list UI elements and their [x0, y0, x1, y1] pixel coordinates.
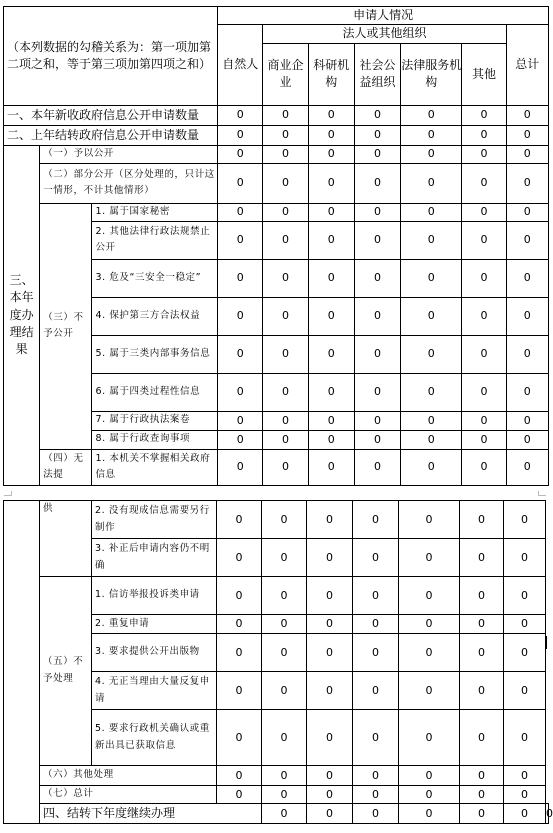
- cell-value: 0: [462, 430, 506, 449]
- text-cursor: [545, 636, 547, 649]
- cell-value: 0: [504, 786, 546, 804]
- cell-value: 0: [217, 710, 262, 766]
- cell-value: 0: [307, 577, 353, 615]
- cell-value: 0: [263, 203, 308, 221]
- cell-value: 0: [308, 163, 354, 203]
- cell-value: 0: [401, 221, 462, 259]
- cell-value: 0: [308, 430, 354, 449]
- page-corner-mark: [4, 491, 12, 496]
- cell-value: 0: [462, 411, 506, 430]
- cell-value: 0: [262, 615, 307, 634]
- cell-value: 0: [462, 449, 506, 485]
- cell-value: 0: [506, 145, 548, 163]
- cell-value: 0: [307, 634, 353, 672]
- row-label: （七）总计: [40, 786, 217, 804]
- cell-value: 0: [263, 221, 308, 259]
- cell-value: 0: [353, 672, 399, 710]
- statistics-table-part-2: [3, 500, 553, 824]
- cell-value: 0: [506, 297, 548, 335]
- cell-value: 0: [399, 672, 460, 710]
- cell-value: 0: [401, 297, 462, 335]
- cell-value: 0: [504, 615, 546, 634]
- col-other: 其他: [462, 43, 506, 105]
- cell-value: 0: [263, 145, 308, 163]
- col-commercial: 商业企业: [263, 43, 308, 105]
- cell-value: 0: [506, 221, 548, 259]
- row-label: 四、结转下年度继续办理: [40, 804, 262, 824]
- cell-value: 0: [354, 335, 400, 373]
- cell-value: 0: [460, 634, 504, 672]
- row-label: 一、本年新收政府信息公开申请数量: [4, 105, 218, 125]
- cell-value: 0: [506, 105, 548, 125]
- cell-value: 0: [401, 163, 462, 203]
- cell-value: 0: [460, 672, 504, 710]
- cell-value: 0: [506, 125, 548, 145]
- cell-value: 0: [263, 105, 308, 125]
- cell-value: 0: [218, 373, 263, 411]
- cell-value: 0: [506, 411, 548, 430]
- cell-value: 0: [504, 672, 546, 710]
- row-label: 2. 重复申请: [92, 615, 217, 634]
- cell-value: 0: [307, 710, 353, 766]
- cell-value: 0: [263, 449, 308, 485]
- cell-value: 0: [504, 634, 546, 672]
- row-label: 二、上年结转政府信息公开申请数量: [4, 125, 218, 145]
- cell-value: 0: [462, 105, 506, 125]
- cell-value: 0: [401, 259, 462, 297]
- cell-value: 0: [217, 577, 262, 615]
- cell-value: 0: [262, 501, 307, 539]
- row-label: 7. 属于行政执法案卷: [92, 411, 218, 430]
- cell-value: 0: [354, 449, 400, 485]
- cell-value: 0: [307, 804, 353, 824]
- cell-value: 0: [263, 373, 308, 411]
- cell-value: 0: [218, 335, 263, 373]
- cell-value: 0: [262, 577, 307, 615]
- sub-group-label: 供: [40, 501, 92, 577]
- cell-value: 0: [218, 411, 263, 430]
- cell-value: 0: [462, 373, 506, 411]
- cell-value: 0: [399, 615, 460, 634]
- cell-value: 0: [263, 335, 308, 373]
- cell-value: 0: [462, 163, 506, 203]
- cell-value: 0: [218, 430, 263, 449]
- row-label: 2. 其他法律行政法规禁止公开: [92, 221, 218, 259]
- row-label: 2. 没有现成信息需要另行制作: [92, 501, 217, 539]
- cell-value: 0: [462, 259, 506, 297]
- cell-value: 0: [308, 411, 354, 430]
- cell-value: 0: [262, 766, 307, 786]
- cell-value: 0: [218, 203, 263, 221]
- cell-value: 0: [462, 297, 506, 335]
- row-label: 1. 属于国家秘密: [92, 203, 218, 221]
- cell-value: 0: [308, 221, 354, 259]
- cell-value: 0: [399, 577, 460, 615]
- cell-value: 0: [460, 786, 504, 804]
- cell-value: 0: [462, 125, 506, 145]
- row-label: 3. 危及“三安全一稳定”: [92, 259, 218, 297]
- cell-value: 0: [353, 615, 399, 634]
- sub-group-label: （三）不予公开: [40, 203, 92, 449]
- cell-value: 0: [462, 145, 506, 163]
- cell-value: 0: [504, 501, 546, 539]
- cell-value: 0: [217, 501, 262, 539]
- row-label: 5. 要求行政机关确认或重新出具已获取信息: [92, 710, 217, 766]
- cell-value: 0: [217, 539, 262, 577]
- cell-value: 0: [462, 335, 506, 373]
- col-social-welfare: 社会公益组织: [354, 43, 400, 105]
- cell-value: 0: [308, 145, 354, 163]
- cell-value: 0: [218, 105, 263, 125]
- cell-value: 0: [546, 804, 549, 824]
- row-label: （六）其他处理: [40, 766, 217, 786]
- cell-value: 0: [218, 163, 263, 203]
- cell-value: 0: [460, 501, 504, 539]
- cell-value: 0: [307, 786, 353, 804]
- page-corner-mark: [538, 491, 546, 496]
- page-break: [0, 488, 553, 500]
- cell-value: 0: [307, 539, 353, 577]
- header-note: （本列数据的勾稽关系为：第一项加第二项之和，等于第三项加第四项之和）: [4, 7, 218, 106]
- cell-value: 0: [354, 105, 400, 125]
- row-label: 5. 属于三类内部事务信息: [92, 335, 218, 373]
- row-label: 6. 属于四类过程性信息: [92, 373, 218, 411]
- cell-value: 0: [504, 577, 546, 615]
- cell-value: 0: [307, 672, 353, 710]
- cell-value: 0: [217, 672, 262, 710]
- cell-value: 0: [504, 710, 546, 766]
- cell-value: 0: [399, 766, 460, 786]
- cell-value: 0: [353, 577, 399, 615]
- cell-value: 0: [263, 297, 308, 335]
- cell-value: 0: [401, 449, 462, 485]
- group-label-results: 三、本年度办理结果: [4, 145, 40, 485]
- cell-value: 0: [399, 786, 460, 804]
- cell-value: 0: [353, 539, 399, 577]
- cell-value: 0: [308, 373, 354, 411]
- cell-value: 0: [307, 766, 353, 786]
- cell-value: 0: [354, 411, 400, 430]
- cell-value: 0: [353, 786, 399, 804]
- cell-value: 0: [460, 539, 504, 577]
- cell-value: 0: [401, 335, 462, 373]
- col-legal-service: 法律服务机构: [401, 43, 462, 105]
- cell-value: 0: [218, 125, 263, 145]
- cell-value: 0: [401, 105, 462, 125]
- row-label: 3. 补正后申请内容仍不明确: [92, 539, 217, 577]
- cell-value: 0: [401, 373, 462, 411]
- cell-value: 0: [217, 615, 262, 634]
- cell-value: 0: [262, 804, 307, 824]
- cell-value: 0: [218, 297, 263, 335]
- cell-value: 0: [263, 259, 308, 297]
- cell-value: 0: [353, 766, 399, 786]
- col-research: 科研机构: [308, 43, 354, 105]
- statistics-table-part-1: [3, 6, 549, 486]
- cell-value: 0: [399, 710, 460, 766]
- cell-value: 0: [217, 766, 262, 786]
- header-legal-org: 法人或其他组织: [263, 25, 506, 43]
- group-label-continued: [4, 501, 40, 824]
- cell-value: 0: [353, 634, 399, 672]
- cell-value: 0: [354, 145, 400, 163]
- cell-value: 0: [353, 710, 399, 766]
- cell-value: 0: [354, 203, 400, 221]
- cell-value: 0: [308, 125, 354, 145]
- cell-value: 0: [506, 203, 548, 221]
- cell-value: 0: [401, 430, 462, 449]
- cell-value: 0: [354, 373, 400, 411]
- cell-value: 0: [263, 163, 308, 203]
- cell-value: 0: [218, 145, 263, 163]
- cell-value: 0: [506, 259, 548, 297]
- cell-value: 0: [399, 539, 460, 577]
- cell-value: 0: [462, 221, 506, 259]
- row-label: 3. 要求提供公开出版物: [92, 634, 217, 672]
- col-natural-person: 自然人: [218, 25, 263, 105]
- cell-value: 0: [399, 634, 460, 672]
- cell-value: 0: [460, 804, 504, 824]
- cell-value: 0: [354, 259, 400, 297]
- row-label: 8. 属于行政查询事项: [92, 430, 218, 449]
- cell-value: 0: [308, 105, 354, 125]
- cell-value: 0: [354, 297, 400, 335]
- cell-value: 0: [504, 539, 546, 577]
- cell-value: 0: [401, 411, 462, 430]
- cell-value: 0: [263, 411, 308, 430]
- cell-value: 0: [460, 766, 504, 786]
- cell-value: 0: [506, 373, 548, 411]
- cell-value: 0: [401, 203, 462, 221]
- cell-value: 0: [354, 163, 400, 203]
- cell-value: 0: [262, 539, 307, 577]
- cell-value: 0: [354, 430, 400, 449]
- cell-value: 0: [401, 145, 462, 163]
- cell-value: 0: [218, 259, 263, 297]
- cell-value: 0: [504, 766, 546, 786]
- cell-value: 0: [307, 615, 353, 634]
- cell-value: 0: [262, 710, 307, 766]
- cell-value: 0: [308, 335, 354, 373]
- cell-value: 0: [217, 634, 262, 672]
- cell-value: 0: [308, 259, 354, 297]
- cell-value: 0: [218, 221, 263, 259]
- cell-value: 0: [308, 203, 354, 221]
- cell-value: 0: [262, 634, 307, 672]
- header-applicant: 申请人情况: [218, 7, 549, 25]
- cell-value: 0: [263, 125, 308, 145]
- cell-value: 0: [354, 221, 400, 259]
- cell-value: 0: [506, 449, 548, 485]
- cell-value: 0: [506, 335, 548, 373]
- row-label: （二）部分公开（区分处理的，只计这一情形，不计其他情形）: [40, 163, 218, 203]
- cell-value: 0: [504, 804, 546, 824]
- cell-value: 0: [460, 710, 504, 766]
- cell-value: 0: [506, 163, 548, 203]
- sub-group-label: （四）无法提: [40, 449, 92, 485]
- sub-group-label: （五）不予处理: [40, 577, 92, 766]
- cell-value: 0: [262, 786, 307, 804]
- cell-value: 0: [308, 449, 354, 485]
- cell-value: 0: [460, 615, 504, 634]
- cell-value: 0: [399, 501, 460, 539]
- cell-value: 0: [263, 430, 308, 449]
- cell-value: 0: [262, 672, 307, 710]
- cell-value: 0: [307, 501, 353, 539]
- row-label: （一）予以公开: [40, 145, 218, 163]
- cell-value: 0: [399, 804, 460, 824]
- cell-value: 0: [353, 501, 399, 539]
- row-label: 1. 信访举报投诉类申请: [92, 577, 217, 615]
- cell-value: 0: [401, 125, 462, 145]
- cell-value: 0: [462, 203, 506, 221]
- col-total: 总计: [506, 25, 548, 105]
- row-label: 4. 无正当理由大量反复申请: [92, 672, 217, 710]
- row-label: 1. 本机关不掌握相关政府信息: [92, 449, 218, 485]
- cell-value: 0: [506, 430, 548, 449]
- cell-value: 0: [218, 449, 263, 485]
- cell-value: 0: [308, 297, 354, 335]
- cell-value: 0: [354, 125, 400, 145]
- row-label: 4. 保护第三方合法权益: [92, 297, 218, 335]
- cell-value: 0: [217, 786, 262, 804]
- cell-value: 0: [460, 577, 504, 615]
- cell-value: 0: [353, 804, 399, 824]
